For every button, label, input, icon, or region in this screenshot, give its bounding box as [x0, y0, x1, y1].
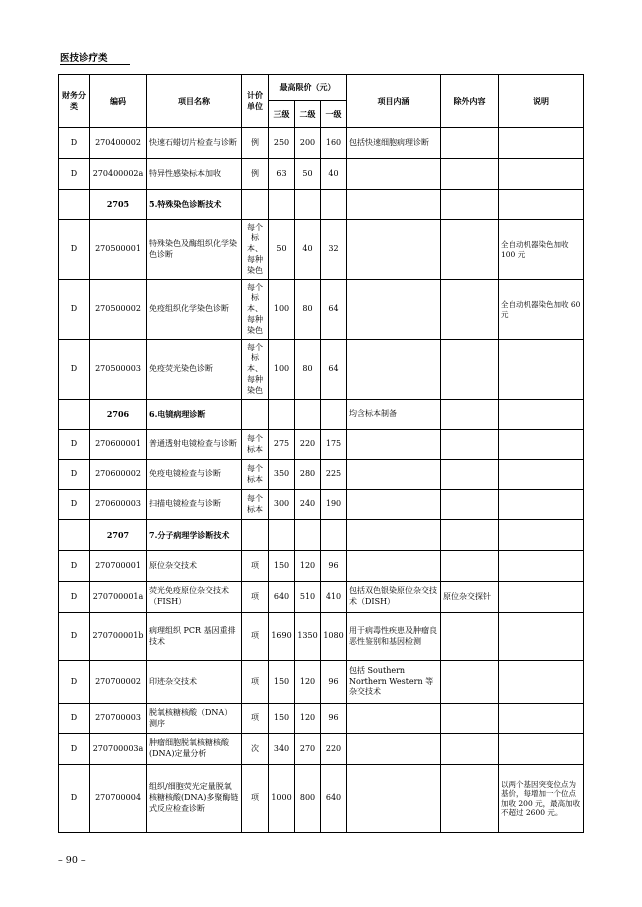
price-grade2-cell: 120	[295, 704, 321, 734]
content-cell	[347, 734, 441, 765]
item-name-cell: 印迹杂交技术	[147, 661, 242, 704]
category-cell: D	[59, 704, 90, 734]
notes-cell: 全自动机器染色加收 100 元	[499, 220, 584, 280]
code-cell: 270700001	[90, 551, 147, 582]
price-grade2-cell: 200	[295, 128, 321, 159]
price-grade3-cell: 640	[269, 582, 295, 613]
price-table	[58, 74, 584, 833]
price-grade1-cell: 225	[321, 460, 347, 490]
price-grade1-cell: 96	[321, 661, 347, 704]
header-unit: 计价单位	[242, 75, 269, 128]
unit-cell: 每个标本、每种染色	[242, 340, 269, 400]
price-grade3-cell: 1690	[269, 613, 295, 661]
item-name-cell: 组织/细胞荧光定量脱氧核糖核酸(DNA)多聚酶链式反应检查诊断	[147, 765, 242, 833]
price-grade3-cell: 150	[269, 704, 295, 734]
category-cell: D	[59, 490, 90, 520]
code-cell: 270400002	[90, 128, 147, 159]
content-cell	[347, 704, 441, 734]
unit-cell: 项	[242, 661, 269, 704]
table-row	[59, 734, 584, 765]
price-grade1-cell: 96	[321, 551, 347, 582]
item-name-cell: 特异性感染标本加收	[147, 159, 242, 190]
price-grade3-cell: 150	[269, 551, 295, 582]
section-row	[59, 400, 584, 430]
category-cell: D	[59, 340, 90, 400]
category-cell: D	[59, 582, 90, 613]
notes-cell	[499, 520, 584, 551]
table-row	[59, 220, 584, 280]
price-grade3-cell: 50	[269, 220, 295, 280]
notes-cell	[499, 490, 584, 520]
price-grade2-cell: 120	[295, 661, 321, 704]
notes-cell	[499, 400, 584, 430]
item-name-cell: 快速石蜡切片检查与诊断	[147, 128, 242, 159]
price-grade1-cell: 96	[321, 704, 347, 734]
price-grade1-cell: 640	[321, 765, 347, 833]
unit-cell: 每个标本	[242, 430, 269, 460]
price-grade2-cell	[295, 190, 321, 220]
price-grade2-cell	[295, 400, 321, 430]
section-name-cell: 6.电镜病理诊断	[147, 400, 242, 430]
table-row	[59, 765, 584, 833]
table-row	[59, 551, 584, 582]
section-row	[59, 520, 584, 551]
category-cell: D	[59, 551, 90, 582]
code-cell: 270600003	[90, 490, 147, 520]
unit-cell: 每个标本、每种染色	[242, 280, 269, 340]
excluded-cell	[441, 613, 499, 661]
table-row	[59, 340, 584, 400]
excluded-cell	[441, 430, 499, 460]
price-grade3-cell	[269, 520, 295, 551]
table-row	[59, 613, 584, 661]
content-cell	[347, 520, 441, 551]
category-cell: D	[59, 159, 90, 190]
price-grade2-cell: 50	[295, 159, 321, 190]
category-cell: D	[59, 220, 90, 280]
header-content: 项目内涵	[347, 75, 441, 128]
notes-cell	[499, 551, 584, 582]
price-grade1-cell: 160	[321, 128, 347, 159]
notes-cell	[499, 460, 584, 490]
header-excluded: 除外内容	[441, 75, 499, 128]
price-grade3-cell: 100	[269, 340, 295, 400]
table-row	[59, 661, 584, 704]
notes-cell	[499, 430, 584, 460]
price-grade2-cell	[295, 520, 321, 551]
price-grade1-cell: 410	[321, 582, 347, 613]
unit-cell	[242, 520, 269, 551]
unit-cell: 次	[242, 734, 269, 765]
notes-cell	[499, 190, 584, 220]
excluded-cell: 原位杂交探针	[441, 582, 499, 613]
content-cell	[347, 490, 441, 520]
price-grade3-cell: 100	[269, 280, 295, 340]
price-grade1-cell: 40	[321, 159, 347, 190]
price-grade3-cell: 300	[269, 490, 295, 520]
content-cell	[347, 220, 441, 280]
content-cell	[347, 430, 441, 460]
excluded-cell	[441, 128, 499, 159]
content-cell: 包括 Southern Northern Western 等杂交技术	[347, 661, 441, 704]
price-grade1-cell: 220	[321, 734, 347, 765]
code-cell: 270500003	[90, 340, 147, 400]
unit-cell: 项	[242, 765, 269, 833]
code-cell: 270700001a	[90, 582, 147, 613]
table-row	[59, 280, 584, 340]
content-cell: 包括快速细胞病理诊断	[347, 128, 441, 159]
content-cell	[347, 340, 441, 400]
excluded-cell	[441, 661, 499, 704]
price-grade3-cell: 63	[269, 159, 295, 190]
notes-cell	[499, 661, 584, 704]
price-grade2-cell: 280	[295, 460, 321, 490]
price-grade2-cell: 1350	[295, 613, 321, 661]
item-name-cell: 病理组织 PCR 基因重排技术	[147, 613, 242, 661]
category-cell: D	[59, 613, 90, 661]
content-cell	[347, 190, 441, 220]
table-row	[59, 490, 584, 520]
category-cell: D	[59, 661, 90, 704]
excluded-cell	[441, 280, 499, 340]
excluded-cell	[441, 490, 499, 520]
category-cell: D	[59, 734, 90, 765]
price-grade3-cell	[269, 190, 295, 220]
category-cell: D	[59, 765, 90, 833]
notes-cell	[499, 340, 584, 400]
price-grade1-cell: 64	[321, 340, 347, 400]
header-category: 财务分类	[59, 75, 90, 128]
category-cell	[59, 400, 90, 430]
price-grade2-cell: 40	[295, 220, 321, 280]
content-cell: 均含标本制备	[347, 400, 441, 430]
excluded-cell	[441, 734, 499, 765]
notes-cell	[499, 159, 584, 190]
price-grade3-cell: 250	[269, 128, 295, 159]
price-grade3-cell: 1000	[269, 765, 295, 833]
section-name-cell: 5.特殊染色诊断技术	[147, 190, 242, 220]
price-grade2-cell: 510	[295, 582, 321, 613]
price-grade2-cell: 80	[295, 280, 321, 340]
content-cell	[347, 280, 441, 340]
item-name-cell: 普通透射电镜检查与诊断	[147, 430, 242, 460]
code-cell: 270700003	[90, 704, 147, 734]
notes-cell: 以两个基因突变位点为基价，每增加一个位点加收 200 元，最高加收不超过 2600 元。	[499, 765, 584, 833]
header-grade2: 二级	[295, 101, 321, 128]
content-cell	[347, 765, 441, 833]
code-cell: 270600002	[90, 460, 147, 490]
section-code-cell: 2706	[90, 400, 147, 430]
excluded-cell	[441, 190, 499, 220]
excluded-cell	[441, 551, 499, 582]
notes-cell: 全自动机器染色加收 60 元	[499, 280, 584, 340]
unit-cell: 项	[242, 613, 269, 661]
content-cell: 用于病毒性疾患及肿瘤良恶性鉴别和基因检测	[347, 613, 441, 661]
unit-cell: 每个标本、每种染色	[242, 220, 269, 280]
notes-cell	[499, 582, 584, 613]
price-grade1-cell: 64	[321, 280, 347, 340]
category-cell: D	[59, 460, 90, 490]
price-grade3-cell	[269, 400, 295, 430]
price-grade1-cell: 32	[321, 220, 347, 280]
item-name-cell: 荧光免疫原位杂交技术（FISH）	[147, 582, 242, 613]
content-cell: 包括双色银染原位杂交技术（DISH）	[347, 582, 441, 613]
item-name-cell: 特殊染色及酶组织化学染色诊断	[147, 220, 242, 280]
section-name-cell: 7.分子病理学诊断技术	[147, 520, 242, 551]
notes-cell	[499, 734, 584, 765]
section-row	[59, 190, 584, 220]
price-grade1-cell	[321, 520, 347, 551]
price-grade2-cell: 220	[295, 430, 321, 460]
item-name-cell: 扫描电镜检查与诊断	[147, 490, 242, 520]
unit-cell	[242, 400, 269, 430]
category-cell: D	[59, 280, 90, 340]
code-cell: 270500002	[90, 280, 147, 340]
price-grade3-cell: 150	[269, 661, 295, 704]
header-grade3: 三级	[269, 101, 295, 128]
price-grade1-cell: 190	[321, 490, 347, 520]
unit-cell: 例	[242, 159, 269, 190]
excluded-cell	[441, 460, 499, 490]
price-grade3-cell: 275	[269, 430, 295, 460]
content-cell	[347, 551, 441, 582]
category-cell: D	[59, 128, 90, 159]
price-grade2-cell: 240	[295, 490, 321, 520]
header-name: 项目名称	[147, 75, 242, 128]
item-name-cell: 免疫荧光染色诊断	[147, 340, 242, 400]
code-cell: 270700002	[90, 661, 147, 704]
table-row	[59, 128, 584, 159]
table-row	[59, 582, 584, 613]
code-cell: 270400002a	[90, 159, 147, 190]
header-notes: 说明	[499, 75, 584, 128]
unit-cell: 每个标本	[242, 460, 269, 490]
code-cell: 270600001	[90, 430, 147, 460]
price-grade1-cell: 1080	[321, 613, 347, 661]
table-row	[59, 430, 584, 460]
price-grade1-cell	[321, 400, 347, 430]
item-name-cell: 免疫电镜检查与诊断	[147, 460, 242, 490]
code-cell: 270700003a	[90, 734, 147, 765]
code-cell: 270500001	[90, 220, 147, 280]
code-cell: 270700004	[90, 765, 147, 833]
excluded-cell	[441, 765, 499, 833]
unit-cell	[242, 190, 269, 220]
price-grade1-cell: 175	[321, 430, 347, 460]
excluded-cell	[441, 704, 499, 734]
item-name-cell: 免疫组织化学染色诊断	[147, 280, 242, 340]
table-row	[59, 704, 584, 734]
price-grade3-cell: 340	[269, 734, 295, 765]
unit-cell: 项	[242, 551, 269, 582]
price-grade3-cell: 350	[269, 460, 295, 490]
category-cell	[59, 520, 90, 551]
excluded-cell	[441, 220, 499, 280]
page-header: 医技诊疗类	[60, 53, 108, 64]
table-row	[59, 159, 584, 190]
excluded-cell	[441, 159, 499, 190]
code-cell: 270700001b	[90, 613, 147, 661]
unit-cell: 项	[242, 704, 269, 734]
notes-cell	[499, 128, 584, 159]
unit-cell: 项	[242, 582, 269, 613]
content-cell	[347, 159, 441, 190]
excluded-cell	[441, 520, 499, 551]
header-grade1: 一级	[321, 101, 347, 128]
notes-cell	[499, 704, 584, 734]
item-name-cell: 原位杂交技术	[147, 551, 242, 582]
category-cell	[59, 190, 90, 220]
table-row	[59, 460, 584, 490]
unit-cell: 每个标本	[242, 490, 269, 520]
price-grade1-cell	[321, 190, 347, 220]
content-cell	[347, 460, 441, 490]
excluded-cell	[441, 340, 499, 400]
price-grade2-cell: 80	[295, 340, 321, 400]
header-max-price: 最高限价（元）	[269, 75, 347, 101]
section-code-cell: 2705	[90, 190, 147, 220]
item-name-cell: 肿瘤细胞脱氧核糖核酸(DNA)定量分析	[147, 734, 242, 765]
page-number: – 90 –	[58, 855, 86, 866]
unit-cell: 例	[242, 128, 269, 159]
header-underline	[60, 64, 130, 65]
price-grade2-cell: 270	[295, 734, 321, 765]
category-cell: D	[59, 430, 90, 460]
item-name-cell: 脱氧核糖核酸（DNA）测序	[147, 704, 242, 734]
notes-cell	[499, 613, 584, 661]
excluded-cell	[441, 400, 499, 430]
price-grade2-cell: 800	[295, 765, 321, 833]
price-grade2-cell: 120	[295, 551, 321, 582]
header-code: 编码	[90, 75, 147, 128]
section-code-cell: 2707	[90, 520, 147, 551]
